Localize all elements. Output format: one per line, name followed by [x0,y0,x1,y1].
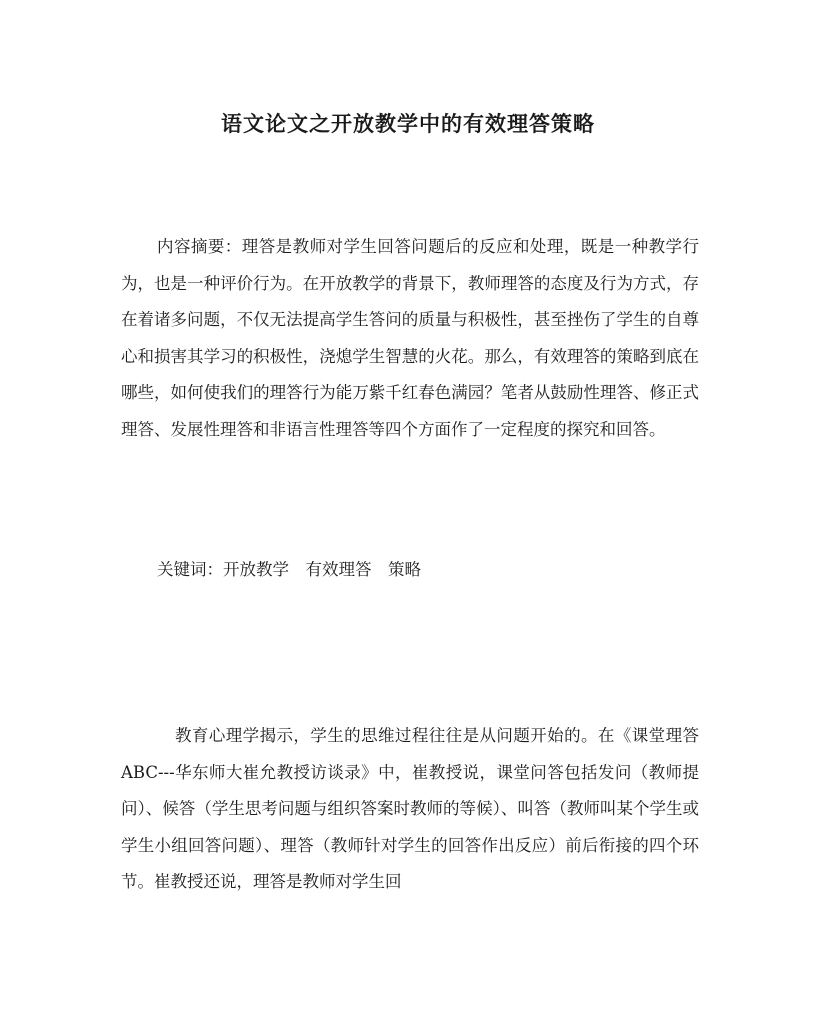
keywords-line: 关键词：开放教学 有效理答 策略 [157,560,421,579]
abstract-paragraph: 内容摘要：理答是教师对学生回答问题后的反应和处理，既是一种教学行为，也是一种评价行为。在开放教学的背景下，教师理答的态度及行为方式，存在着诸多问题，不仅无法提高学生答问的质量与积极性，甚至挫伤了学生的自尊心和损害其学习的积极性，浇熄学生智慧的火花。那么，有效理答的策略到底在哪些，如何使我们的理答行为能万紫千红春色满园？笔者从鼓励性理答、修正式理答、发展性理答和非语言性理答等四个方面作了一定程度的探究和回答。 [121,237,699,439]
body-paragraph: 教育心理学揭示，学生的思维过程往往是从问题开始的。在《课堂理答ABC---华东师大崔允教授访谈录》中，崔教授说，课堂问答包括发问（教师提问）、候答（学生思考问题与组织答案时教师的等候）、叫答（教师叫某个学生或学生小组回答问题）、理答（教师针对学生的回答作出反应）前后衔接的四个环节。崔教授还说，理答是教师对学生回 [121,726,699,891]
document-title: 语文论文之开放教学中的有效理答策略 [221,111,595,136]
